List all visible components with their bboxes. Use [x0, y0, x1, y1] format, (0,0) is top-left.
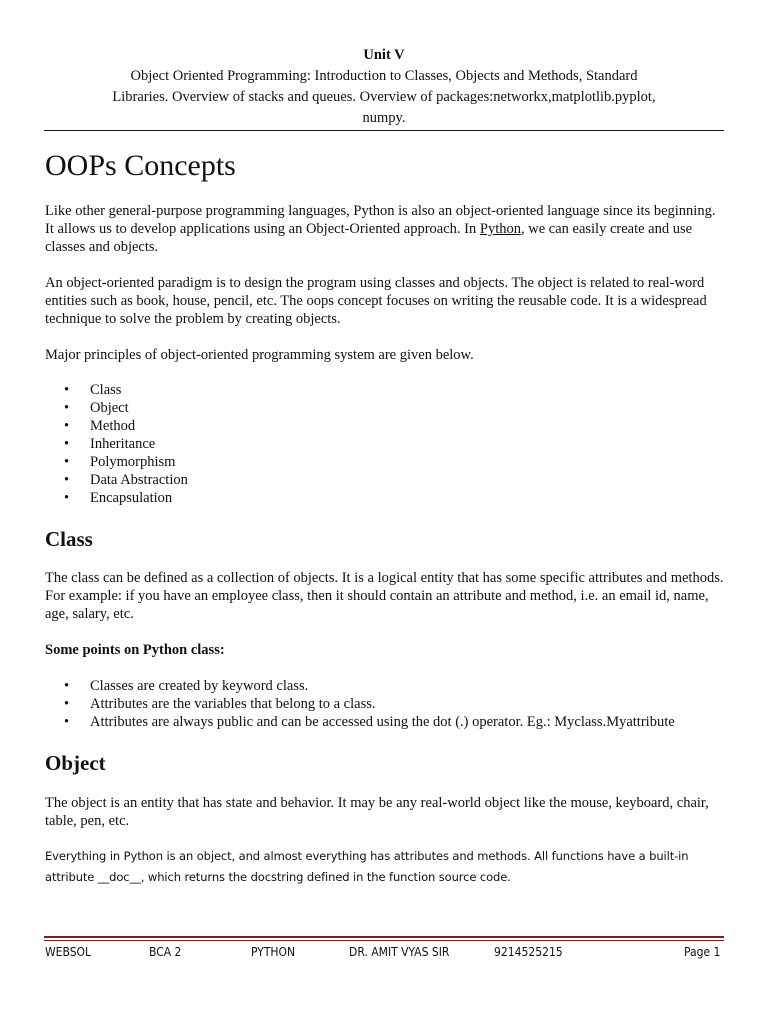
object-heading: Object — [45, 751, 106, 775]
list-item-label: Encapsulation — [90, 490, 173, 506]
bullet-icon: • — [64, 382, 70, 398]
bullet-icon: • — [64, 696, 70, 712]
bullet-icon: • — [64, 418, 70, 434]
object-note-paragraph: Everything in Python is an object, and almost everything has attributes and methods. All functions have a built-in attribute __doc__, which returns the docstring defined in the function source code. — [45, 849, 689, 884]
intro-text-after-link: , we can easily create and use classes and objects. — [45, 221, 693, 255]
bullet-icon: • — [64, 454, 70, 470]
list-item-label: Data Abstraction — [90, 472, 188, 488]
bullet-icon: • — [64, 472, 70, 488]
principles-list — [0, 381, 768, 507]
list-item-label: Object — [90, 400, 129, 416]
bullet-icon: • — [64, 490, 70, 506]
unit-description-line-3: numpy. — [362, 110, 406, 126]
bullet-icon: • — [64, 714, 70, 730]
list-item — [0, 677, 768, 695]
footer-divider — [44, 936, 724, 938]
list-item-label: Class — [90, 382, 122, 398]
footer-org: WEBSOL — [45, 945, 92, 959]
footer-phone: 9214525215 — [494, 945, 563, 959]
list-item — [0, 435, 768, 453]
footer-page-number: Page 1 — [684, 945, 721, 959]
list-item — [0, 381, 768, 399]
bullet-icon: • — [64, 400, 70, 416]
list-item — [0, 417, 768, 435]
footer-course: BCA 2 — [149, 945, 182, 959]
list-item-label: Inheritance — [90, 436, 156, 452]
list-item — [0, 399, 768, 417]
python-link[interactable]: Python — [479, 221, 521, 237]
list-item — [0, 489, 768, 507]
unit-description-line-1: Object Oriented Programming: Introduction to Classes, Objects and Methods, Standard — [130, 68, 638, 84]
footer-subject: PYTHON — [251, 945, 296, 959]
list-item-label: Attributes are always public and can be accessed using the dot (.) operator. Eg.: Myclass.Myattribute — [90, 714, 675, 730]
intro-paragraph-2: An object-oriented paradigm is to design the program using classes and objects. The object is related to real-word entities such as book, house, pencil, etc. The oops concept focuses on writing the reusable code. It is a widespread technique to solve the problem by creating objects. — [45, 275, 707, 327]
footer-teacher: DR. AMIT VYAS SIR — [349, 945, 450, 959]
class-points-list — [0, 677, 768, 731]
bullet-icon: • — [64, 436, 70, 452]
unit-description-line-2: Libraries. Overview of stacks and queues. Overview of packages:networkx,matplotlib.pyplot, — [112, 89, 656, 105]
list-item — [0, 695, 768, 713]
intro-paragraph-1 — [45, 202, 725, 256]
intro-text-before-link: Like other general-purpose programming languages, Python is also an object-oriented language since its beginning. It allows us to develop applications using an Object-Oriented approach. In — [45, 203, 716, 237]
class-heading: Class — [45, 527, 93, 551]
list-item — [0, 453, 768, 471]
bullet-icon: • — [64, 678, 70, 694]
list-item-label: Attributes are the variables that belong to a class. — [90, 696, 376, 712]
list-item — [0, 471, 768, 489]
list-item — [0, 713, 768, 731]
list-item-label: Classes are created by keyword class. — [90, 678, 309, 694]
list-item-label: Polymorphism — [90, 454, 176, 470]
object-paragraph: The object is an entity that has state and behavior. It may be any real-world object like the mouse, keyboard, chair, table, pen, etc. — [45, 795, 709, 829]
page-title: OOPs Concepts — [45, 149, 236, 182]
unit-title: Unit V — [363, 47, 405, 63]
list-item-label: Method — [90, 418, 136, 434]
intro-paragraph-3: Major principles of object-oriented programming system are given below. — [45, 347, 474, 363]
footer-divider-thin — [44, 940, 724, 941]
header-divider — [44, 130, 724, 131]
class-paragraph: The class can be defined as a collection of objects. It is a logical entity that has some specific attributes and methods. For example: if you have an employee class, then it should contain an attribute and method, i.e. an email id, name, age, salary, etc. — [45, 570, 724, 622]
class-points-heading: Some points on Python class: — [45, 642, 225, 658]
